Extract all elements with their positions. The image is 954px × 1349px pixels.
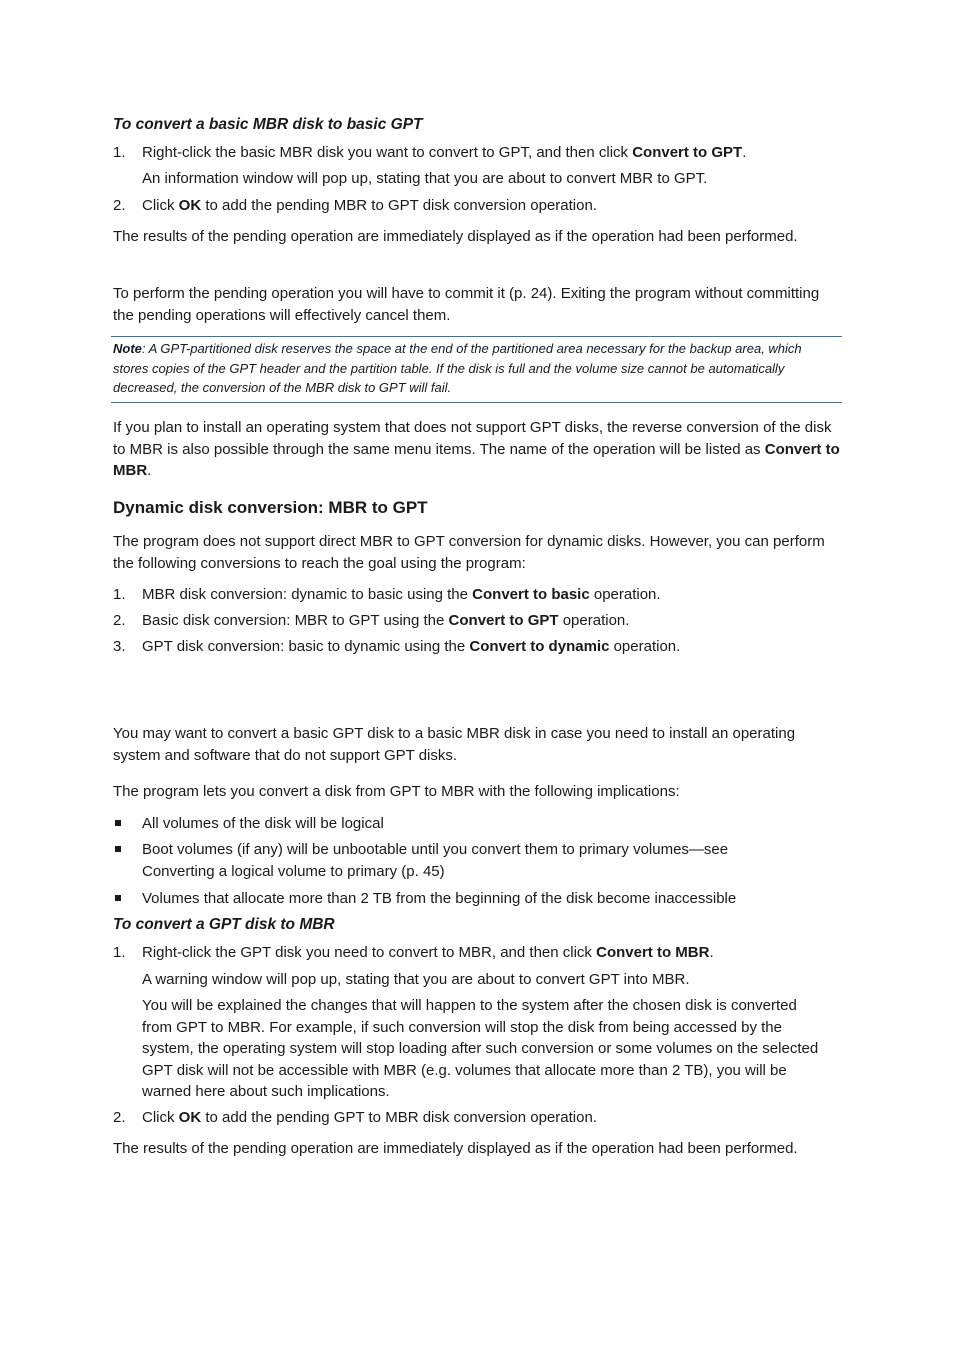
paragraph-end: . [147, 462, 152, 479]
bullet-item [113, 813, 843, 835]
step-bold: Convert to dynamic [469, 638, 610, 655]
list-number: 2. [113, 1109, 126, 1126]
step-end: operation. [589, 586, 661, 603]
bullet-square-icon [115, 846, 121, 852]
paragraph: You may want to convert a basic GPT disk to a basic MBR disk in case you need to install an operating system and software that do not support GPT disks. [113, 725, 796, 764]
step-bold: Convert to GPT [448, 612, 559, 629]
section-heading-dynamic: Dynamic disk conversion: MBR to GPT [113, 498, 428, 517]
step-end: . [742, 144, 747, 161]
bullet-item [113, 839, 843, 882]
step-text: GPT disk conversion: basic to dynamic using the [142, 638, 470, 655]
paragraph: The results of the pending operation are immediately displayed as if the operation had been performed. [113, 228, 798, 245]
step-bold: Convert to GPT [632, 144, 743, 161]
bullet-item [113, 888, 843, 910]
list-item [113, 584, 843, 606]
step-text: Right-click the basic MBR disk you want to convert to GPT, and then click [142, 144, 633, 161]
list-item [113, 142, 843, 164]
note-box [111, 336, 842, 403]
list-number: 1. [113, 586, 126, 603]
list-item [113, 610, 843, 632]
step-text: Click [142, 1109, 179, 1126]
list-number: 1. [113, 144, 126, 161]
note-text: : A GPT-partitioned disk reserves the space at the end of the partitioned area necessary for the backup area, which stores copies of the GPT header and the partition table. If the disk is full and the volume size cannot be automatically decreased, the conversion of the MBR disk to GPT will fail. [113, 341, 802, 395]
list-item [113, 942, 843, 964]
step-end: to add the pending MBR to GPT disk conversion operation. [201, 197, 597, 214]
bullet-text: All volumes of the disk will be logical [142, 815, 384, 832]
paragraph [113, 417, 843, 482]
step-text: MBR disk conversion: dynamic to basic using the [142, 586, 473, 603]
step-text: Click [142, 197, 179, 214]
bullet-text: Boot volumes (if any) will be unbootable until you convert them to primary volumes—see Converting a logical volume to primary (p. 45) [142, 841, 729, 880]
step-subtext: A warning window will pop up, stating that you are about to convert GPT into MBR. [142, 971, 690, 988]
paragraph-bold: Convert to MBR [113, 440, 840, 479]
bullet-text: Volumes that allocate more than 2 TB from the beginning of the disk become inaccessible [142, 890, 737, 907]
paragraph-text: If you plan to install an operating system that does not support GPT disks, the reverse conversion of the disk to MBR is also possible through the same menu items. The name of the operation will be listed as [113, 419, 832, 458]
step-end: operation. [558, 612, 630, 629]
section-heading-gpt-to-mbr: To convert a GPT disk to MBR [113, 916, 335, 933]
paragraph: The program does not support direct MBR to GPT conversion for dynamic disks. However, you can perform the following conversions to reach the goal using the program: [113, 533, 825, 572]
section-heading-mbr-to-gpt: To convert a basic MBR disk to basic GPT [113, 116, 423, 133]
step-text: Right-click the GPT disk you need to convert to MBR, and then click [142, 944, 597, 961]
bullet-square-icon [115, 820, 121, 826]
bullet-square-icon [115, 895, 121, 901]
list-number: 2. [113, 197, 126, 214]
paragraph: To perform the pending operation you will have to commit it (p. 24). Exiting the program without committing the pending operations will effectively cancel them. [113, 285, 820, 324]
step-bold: Convert to MBR [596, 944, 710, 961]
paragraph: The program lets you convert a disk from GPT to MBR with the following implications: [113, 783, 680, 800]
step-subtext: An information window will pop up, stating that you are about to convert MBR to GPT. [142, 170, 708, 187]
step-bold: Convert to basic [472, 586, 590, 603]
step-bold: OK [178, 197, 202, 214]
list-item [113, 636, 843, 658]
step-end: to add the pending GPT to MBR disk conversion operation. [201, 1109, 597, 1126]
list-number: 3. [113, 638, 126, 655]
step-bold: OK [178, 1109, 202, 1126]
list-item [113, 195, 843, 217]
note-label: Note [113, 341, 142, 356]
step-end: . [709, 944, 714, 961]
list-number: 2. [113, 612, 126, 629]
list-number: 1. [113, 944, 126, 961]
step-text: Basic disk conversion: MBR to GPT using the [142, 612, 449, 629]
step-subtext: You will be explained the changes that will happen to the system after the chosen disk is converted from GPT to MBR. For example, if such conversion will stop the disk from being accessed by the system, the operating system will stop loading after such conversion or some volumes on the selected GPT disk will not be accessible with MBR (e.g. volumes that allocate more than 2 TB), you will be warned here about such implications. [142, 997, 819, 1100]
list-item [113, 1107, 843, 1129]
step-end: operation. [609, 638, 681, 655]
paragraph: The results of the pending operation are immediately displayed as if the operation had been performed. [113, 1140, 798, 1157]
